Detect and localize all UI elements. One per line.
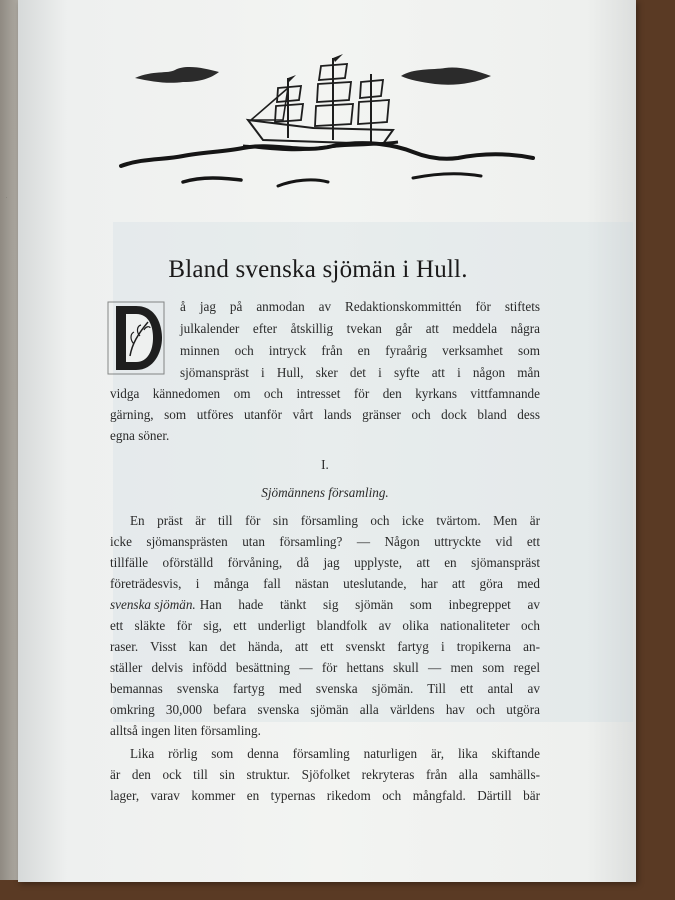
intro-line-6: gärning, som utföres utanför vårt lands gränser och dock bland dess (110, 407, 540, 422)
para1-line-1: En präst är till för sin församling och icke tvärtom. Men är (130, 513, 540, 528)
para1-line-7: raser. Visst kan det hända, att ett svenskt fartyg i tropikerna an- (110, 639, 540, 654)
intro-line-3: minnen och intryck från en fyraårig verksamhet som (180, 343, 540, 358)
drop-cap-letter: D (6, 198, 7, 199)
page-title: Bland svenska sjömän i Hull. (168, 256, 468, 283)
section-heading: Sjömännens församling. (261, 485, 389, 500)
para2-line-1: Lika rörlig som denna församling naturligen är, lika skiftande (130, 746, 540, 761)
intro-line-2: julkalender efter åtskillig tvekan går att meddela några (180, 321, 540, 336)
intro-line-4: sjömanspräst i Hull, sker det i syfte att i någon mån (180, 365, 540, 380)
cloud-right (401, 67, 491, 84)
para1-line-2: icke sjömansprästen utan församling? — Någon uttryckte vid ett (110, 534, 540, 549)
section-number: I. (321, 457, 329, 472)
para1-line-6: ett släkte för sig, ett underligt blandfolk av olika nationaliteter och (110, 618, 540, 633)
wave-bottom-left (183, 178, 241, 182)
cloud-left (135, 67, 219, 83)
intro-line-5: vidga kännedomen om och intresset för den kyrkans vittfamnande (110, 386, 540, 401)
para2-line-2: är den ock till sin struktur. Sjöfolket rekryteras från alla samhälls- (110, 767, 540, 782)
ship-sails-aft (358, 80, 389, 124)
para1-line-5 (110, 596, 540, 614)
ornamental-drop-cap (6, 198, 166, 378)
intro-line-7: egna söner. (110, 428, 170, 443)
para1-line-4: företrädesvis, i många fall nästan uteslutande, har att göra med (110, 576, 540, 591)
intro-line-1: å jag på anmodan av Redaktionskommittén för stiftets (180, 299, 540, 314)
para1-line-11: alltså ingen liten församling. (110, 723, 261, 738)
para1-line-10: omkring 30,000 befara svenska sjömän alla världens hav och utgöra (110, 702, 540, 717)
document-page (6, 0, 636, 882)
ship-vignette-illustration (113, 48, 553, 198)
para1-line-5-rest: Han hade tänkt sig sjömän som inbegreppet av (199, 597, 540, 612)
ship-flags (288, 54, 343, 82)
para1-line-5-italic: svenska sjömän. (110, 597, 196, 612)
para1-line-3: tillfälle oförställd förvåning, då jag upplyste, att en sjömanspräst (110, 555, 540, 570)
wave-bottom-right (413, 174, 481, 178)
para1-line-8: ställer delvis infödd besättning — för hettans skull — men som regel (110, 660, 540, 675)
para1-line-9: bemannas svenska fartyg med svenska sjömän. Till ett antal av (110, 681, 540, 696)
para2-line-3: lager, varav kommer en typernas rikedom och mångfald. Därtill bär (110, 788, 540, 803)
wave-bottom-mid (278, 180, 328, 186)
ship-jib (251, 88, 288, 120)
